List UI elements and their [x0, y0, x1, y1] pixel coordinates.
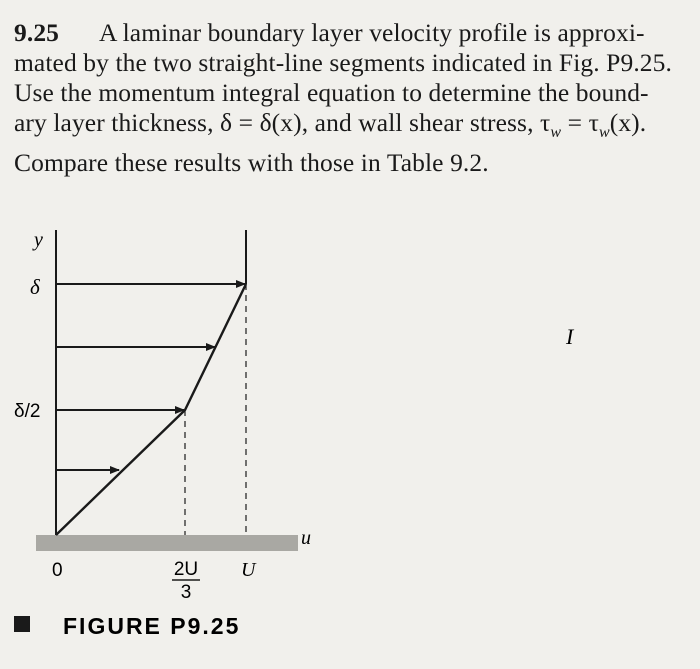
problem-line-2: mated by the two straight-line segments indicated in Fig. P9.25.: [14, 48, 672, 77]
tau-equals: = τ: [561, 108, 599, 137]
text-cursor-icon: I: [566, 324, 574, 349]
tau-subscript-w-2: w: [598, 124, 610, 142]
x-tick-zero: 0: [52, 560, 63, 581]
y-axis-label: y: [34, 229, 43, 251]
wall-surface: [36, 535, 298, 551]
problem-text-1: A laminar boundary layer velocity profile is approxi-: [99, 18, 645, 47]
x-axis-label: u: [301, 527, 311, 549]
figure-caption: FIGURE P9.25: [63, 613, 241, 639]
problem-number: 9.25: [14, 18, 60, 47]
x-tick-U: U: [241, 559, 256, 581]
y-tick-half-delta: δ/2: [14, 401, 41, 422]
tau-of-x: (x).: [609, 108, 647, 137]
x-tick-two-thirds-den: 3: [180, 582, 192, 603]
problem-line-3: Use the momentum integral equation to determine the bound-: [14, 78, 649, 107]
y-tick-delta: δ: [30, 275, 40, 299]
problem-text-4: ary layer thickness, δ = δ(x), and wall shear stress, τ: [14, 108, 551, 137]
problem-line-5: Compare these results with those in Table 9.2.: [14, 148, 489, 178]
caption-square: [14, 616, 30, 632]
x-tick-two-thirds-num: 2U: [173, 559, 199, 580]
tau-subscript-w: w: [550, 124, 562, 142]
